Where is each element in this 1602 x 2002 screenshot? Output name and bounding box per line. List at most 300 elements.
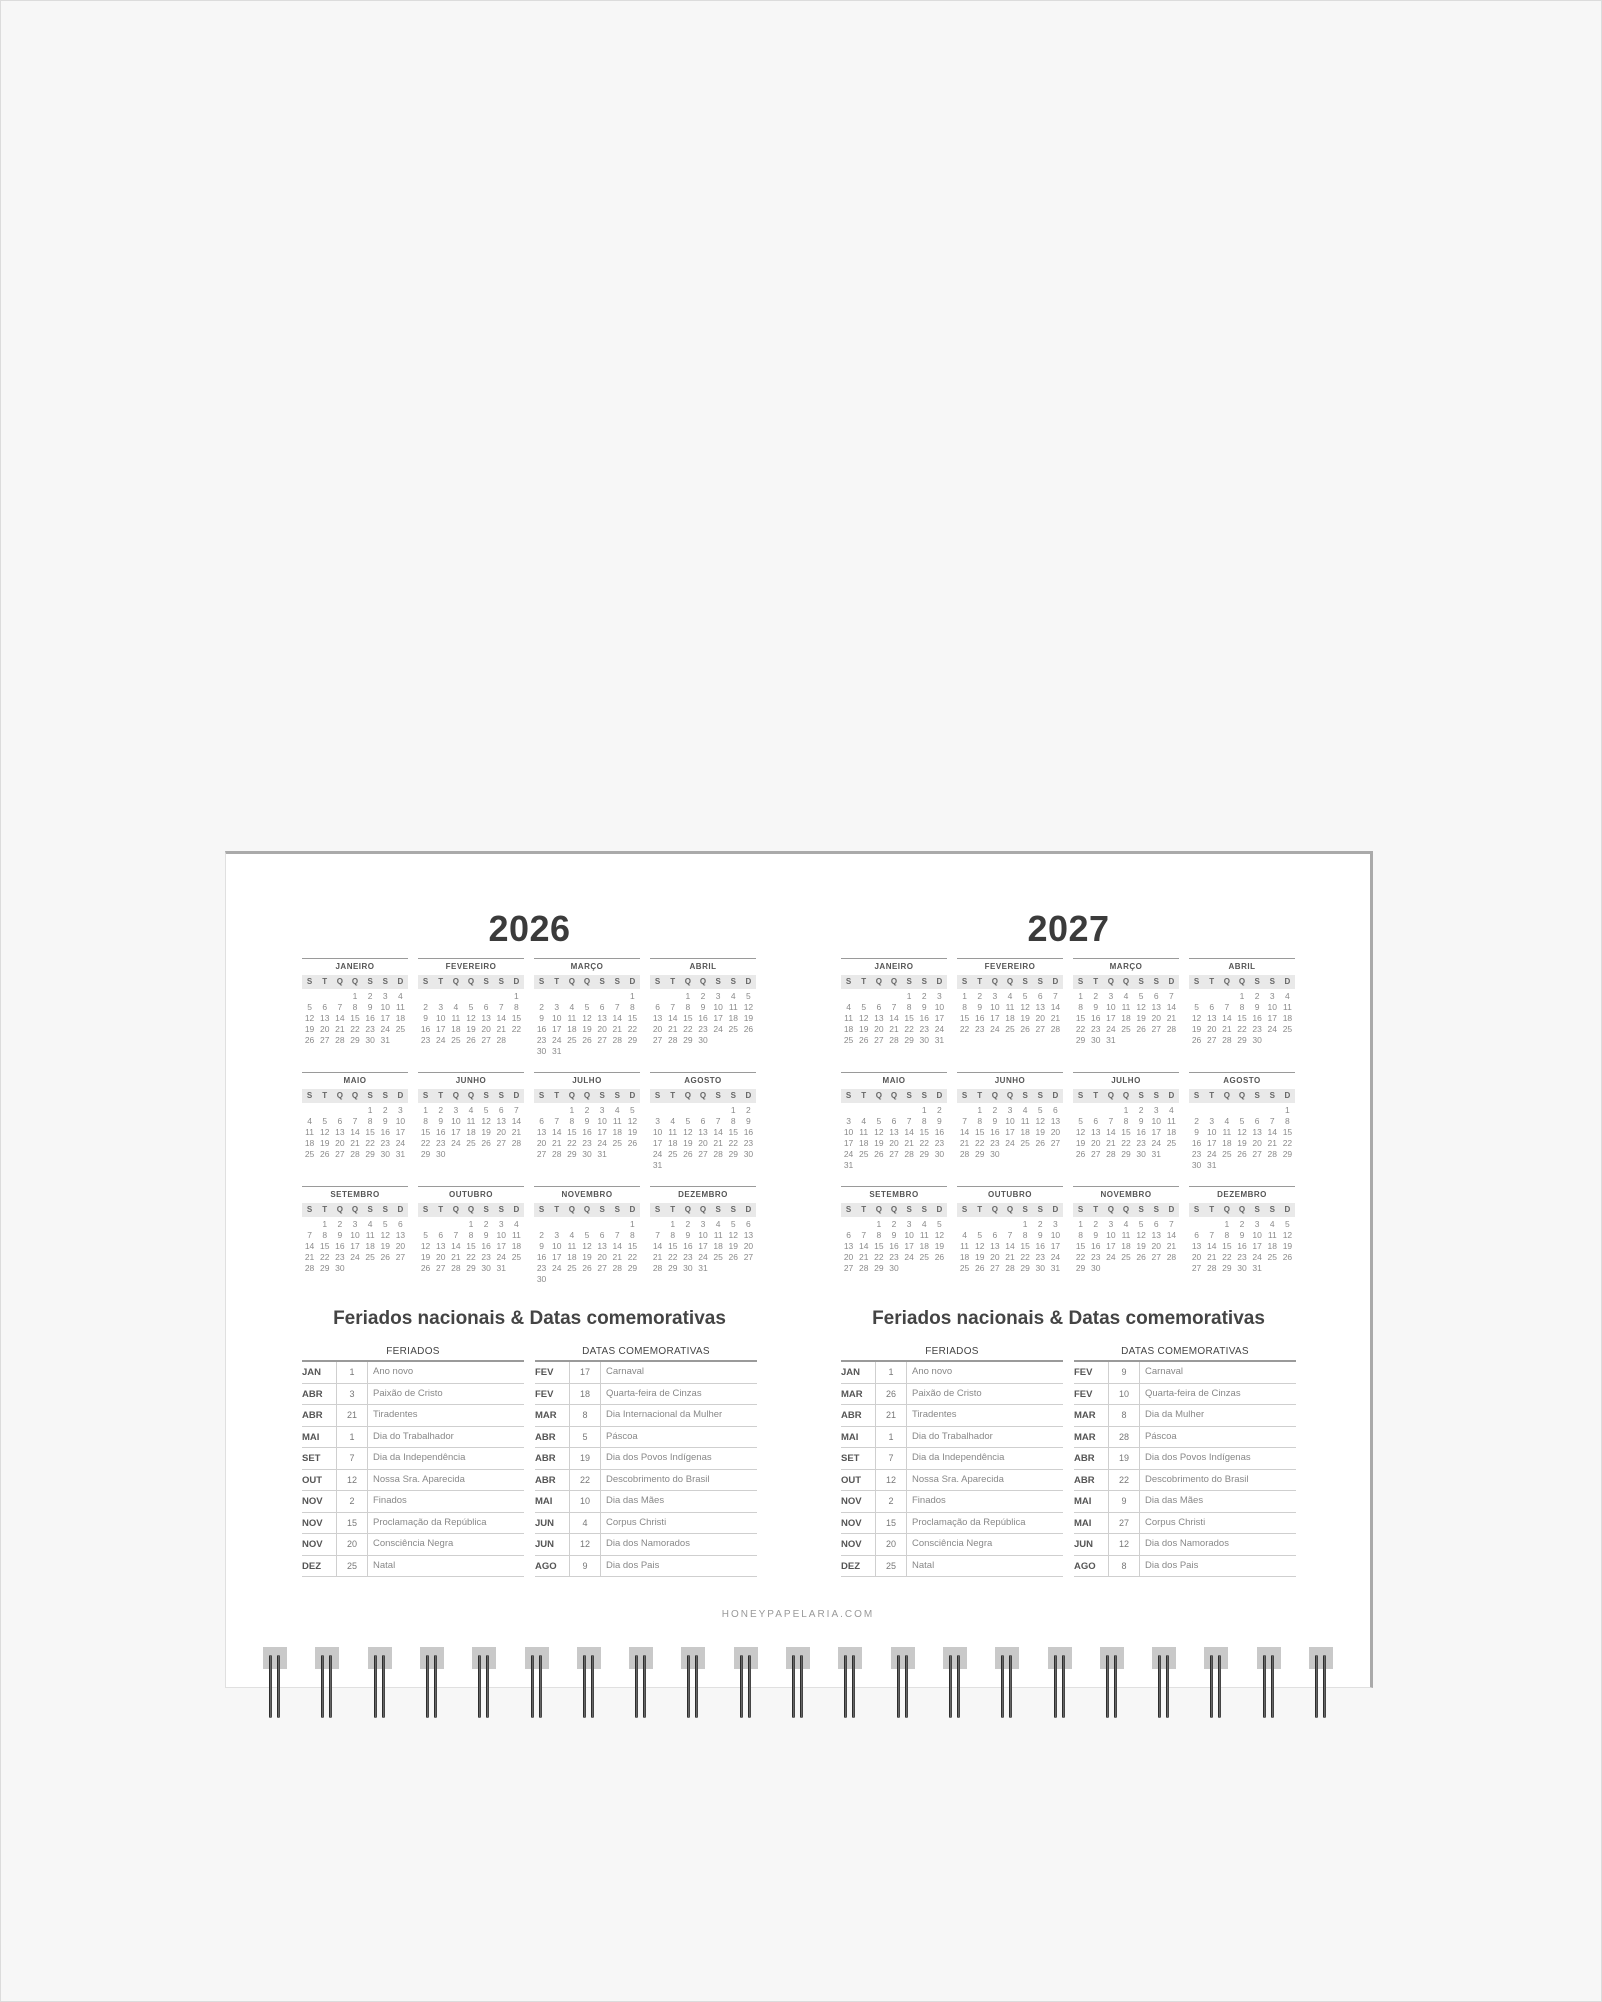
weekday-header — [841, 1089, 947, 1103]
weekday-label: T — [322, 1205, 328, 1214]
day-cell: 10 — [713, 1002, 723, 1012]
month-name: OUTUBRO — [418, 1186, 524, 1203]
day-cell: 30 — [335, 1263, 345, 1273]
day-cell: 29 — [1282, 1149, 1293, 1159]
day-cell: 13 — [1151, 1230, 1161, 1240]
day-cell: 26 — [582, 1263, 592, 1273]
day-cell: 13 — [435, 1241, 446, 1251]
day-cell: 18 — [858, 1138, 869, 1148]
day-cell: 11 — [728, 1002, 738, 1012]
day-cell: 15 — [974, 1127, 985, 1137]
day-cell: 5 — [1078, 1116, 1083, 1126]
weekday-label: Q — [875, 977, 882, 986]
day-cell: 19 — [304, 1024, 315, 1034]
empty-cell — [534, 991, 549, 1002]
weekday-label: D — [1168, 1205, 1175, 1214]
day-cell: 11 — [1222, 1127, 1232, 1137]
day-cell: 21 — [1267, 1138, 1277, 1148]
day-cell: 5 — [382, 1219, 388, 1229]
month-abbr: MAR — [1074, 1410, 1096, 1421]
day-cell: 16 — [435, 1127, 446, 1137]
day-cell: 26 — [1237, 1149, 1247, 1159]
day-cell: 15 — [1237, 1013, 1247, 1023]
day-cell: 9 — [584, 1116, 590, 1126]
table-row — [841, 1427, 1063, 1449]
day-cell: 12 — [974, 1241, 985, 1251]
month-setembro — [302, 1186, 408, 1290]
day-cell: 20 — [1206, 1024, 1217, 1034]
day-cell: 24 — [350, 1252, 360, 1262]
day-cell: 19 — [380, 1241, 390, 1251]
weekday-label: Q — [890, 977, 898, 986]
day-cell: 6 — [700, 1116, 706, 1126]
month-março — [534, 958, 640, 1062]
day-cell: 16 — [889, 1241, 899, 1251]
weekday-header — [841, 975, 947, 989]
day-cell: 19 — [683, 1138, 693, 1148]
day-cell: 26 — [1282, 1252, 1293, 1262]
day-cell: 24 — [1206, 1149, 1217, 1159]
occasion-name: Dia do Trabalhador — [373, 1430, 454, 1442]
day-cell: 7 — [1007, 1230, 1013, 1240]
day-cell: 8 — [322, 1230, 328, 1240]
day-cell: 7 — [337, 1002, 343, 1012]
day-cell: 16 — [1237, 1241, 1247, 1251]
table-row — [841, 1470, 1063, 1492]
day-cell: 13 — [743, 1230, 754, 1240]
day-cell: 23 — [1237, 1252, 1247, 1262]
empty-cell — [1189, 991, 1204, 1002]
day-cell: 21 — [1050, 1013, 1061, 1023]
weekday-label: D — [745, 1091, 752, 1100]
day-cell: 13 — [481, 1013, 491, 1023]
weekday-label: S — [654, 977, 661, 986]
day-cell: 4 — [1269, 1219, 1275, 1229]
day-cell: 9 — [483, 1230, 489, 1240]
days-grid — [650, 1105, 756, 1171]
day-cell: 3 — [715, 991, 721, 1001]
day-cell: 11 — [1121, 1230, 1131, 1240]
weekday-label: Q — [875, 1091, 882, 1100]
day-cell: 18 — [843, 1024, 854, 1034]
day-cell: 15 — [319, 1241, 330, 1251]
day-cell: 5 — [861, 1002, 867, 1012]
weekday-label: T — [977, 977, 983, 986]
day-cell: 14 — [959, 1127, 970, 1137]
weekday-label: Q — [1122, 977, 1130, 986]
day-cell: 25 — [395, 1024, 406, 1034]
day-number: 3 — [336, 1384, 368, 1405]
weekday-label: D — [936, 1205, 943, 1214]
day-cell: 16 — [1136, 1127, 1146, 1137]
day-cell: 26 — [1191, 1035, 1202, 1045]
weekday-label: Q — [568, 977, 575, 986]
day-cell: 31 — [380, 1035, 390, 1045]
empty-cell — [302, 1219, 317, 1230]
month-abbr: JAN — [302, 1367, 322, 1378]
occasion-name: Finados — [373, 1495, 407, 1506]
day-cell: 1 — [514, 991, 519, 1001]
day-number: 22 — [569, 1470, 601, 1491]
day-cell: 20 — [481, 1024, 491, 1034]
feriados-table — [841, 1344, 1063, 1577]
occasion-name: Dia das Mães — [1145, 1495, 1204, 1506]
weekday-label: S — [961, 1091, 968, 1100]
empty-cell — [494, 991, 509, 1002]
day-number: 10 — [1108, 1384, 1140, 1405]
day-cell: 11 — [1267, 1230, 1277, 1240]
month-name: JULHO — [534, 1072, 640, 1089]
weekday-label: Q — [351, 977, 359, 986]
weekday-label: T — [1209, 1205, 1215, 1214]
month-name: JUNHO — [957, 1072, 1063, 1089]
day-cell: 6 — [398, 1219, 403, 1229]
weekday-label: T — [977, 1205, 983, 1214]
day-cell: 1 — [1224, 1219, 1230, 1229]
days-grid — [302, 1105, 408, 1160]
day-cell: 19 — [1136, 1241, 1146, 1251]
day-cell: 5 — [1138, 1219, 1144, 1229]
day-cell: 8 — [1022, 1230, 1028, 1240]
empty-cell — [549, 1219, 564, 1230]
day-cell: 4 — [453, 1002, 459, 1012]
day-cell: 9 — [539, 1241, 544, 1251]
occasion-name: Paixão de Cristo — [373, 1387, 443, 1399]
day-cell: 21 — [511, 1127, 522, 1137]
day-cell: 28 — [612, 1263, 622, 1273]
weekday-label: Q — [1006, 977, 1014, 986]
days-grid — [650, 991, 756, 1046]
day-number: 5 — [569, 1427, 601, 1448]
day-cell: 31 — [597, 1149, 607, 1159]
months-grid — [302, 958, 757, 1290]
day-number: 21 — [336, 1405, 368, 1426]
day-number: 26 — [875, 1384, 907, 1405]
day-cell: 4 — [514, 1219, 519, 1229]
day-cell: 17 — [1151, 1127, 1161, 1137]
weekday-label: D — [1284, 1091, 1291, 1100]
day-cell: 29 — [904, 1035, 914, 1045]
day-number: 12 — [336, 1470, 368, 1491]
empty-cell — [448, 991, 463, 1002]
day-cell: 4 — [1224, 1116, 1230, 1126]
weekday-label: S — [1269, 977, 1275, 986]
weekday-label: Q — [1107, 977, 1114, 986]
day-number: 12 — [569, 1534, 601, 1555]
day-cell: 20 — [1252, 1138, 1262, 1148]
day-cell: 30 — [1237, 1263, 1247, 1273]
day-cell: 12 — [582, 1241, 592, 1251]
website-footer: HONEYPAPELARIA.COM — [721, 1609, 875, 1620]
day-number: 8 — [1108, 1405, 1140, 1426]
day-cell: 1 — [685, 991, 691, 1001]
day-cell: 2 — [539, 1002, 544, 1012]
day-cell: 21 — [1166, 1013, 1177, 1023]
day-cell: 13 — [335, 1127, 345, 1137]
month-abbr: NOV — [302, 1496, 323, 1507]
weekday-header — [650, 1203, 756, 1217]
day-cell: 28 — [1267, 1149, 1277, 1159]
day-cell: 16 — [536, 1252, 547, 1262]
day-cell: 25 — [1020, 1138, 1030, 1148]
day-cell: 26 — [481, 1138, 491, 1148]
day-cell: 8 — [468, 1230, 474, 1240]
day-cell: 30 — [1252, 1035, 1262, 1045]
empty-cell — [595, 1219, 610, 1230]
day-cell: 22 — [1222, 1252, 1232, 1262]
day-cell: 17 — [1106, 1241, 1116, 1251]
weekday-label: S — [382, 1205, 388, 1214]
day-cell: 16 — [582, 1127, 592, 1137]
occasion-name: Dia dos Namorados — [1145, 1538, 1229, 1549]
day-cell: 7 — [861, 1230, 867, 1240]
table-row — [302, 1470, 524, 1492]
day-cell: 2 — [700, 991, 706, 1001]
weekday-label: T — [554, 1205, 560, 1214]
day-cell: 24 — [451, 1138, 461, 1148]
day-cell: 22 — [874, 1252, 884, 1262]
day-cell: 17 — [380, 1013, 390, 1023]
weekday-label: S — [1193, 1091, 1200, 1100]
days-grid — [1073, 1219, 1179, 1274]
day-cell: 11 — [960, 1241, 969, 1251]
days-grid — [534, 1105, 640, 1160]
day-cell: 17 — [551, 1024, 562, 1034]
day-number: 27 — [1108, 1513, 1140, 1534]
day-cell: 15 — [667, 1241, 678, 1251]
month-name: DEZEMBRO — [650, 1186, 756, 1203]
day-cell: 28 — [889, 1035, 899, 1045]
weekday-label: D — [1052, 1205, 1059, 1214]
day-cell: 5 — [1022, 991, 1028, 1001]
day-cell: 10 — [1267, 1002, 1277, 1012]
day-cell: 7 — [453, 1230, 459, 1240]
weekday-header — [534, 1089, 640, 1103]
day-cell: 17 — [1106, 1013, 1116, 1023]
table-row — [1074, 1556, 1296, 1578]
weekday-header — [650, 975, 756, 989]
day-cell: 9 — [1093, 1230, 1099, 1240]
day-cell: 10 — [843, 1127, 854, 1137]
day-cell: 1 — [1239, 991, 1245, 1001]
day-cell: 2 — [337, 1219, 343, 1229]
day-cell: 8 — [670, 1230, 676, 1240]
weekday-header — [650, 1089, 756, 1103]
day-cell: 11 — [396, 1002, 405, 1012]
day-cell: 31 — [395, 1149, 406, 1159]
weekday-label: S — [1077, 977, 1084, 986]
day-cell: 29 — [567, 1149, 577, 1159]
day-cell: 30 — [1035, 1263, 1045, 1273]
day-cell: 24 — [551, 1035, 562, 1045]
month-abbr: FEV — [535, 1388, 554, 1400]
empty-cell — [1189, 1219, 1204, 1230]
weekday-label: S — [382, 1091, 388, 1100]
weekday-label: Q — [684, 1205, 691, 1214]
month-abbr: ABR — [1074, 1453, 1095, 1464]
month-abbr: FEV — [535, 1367, 554, 1378]
day-cell: 16 — [990, 1127, 1000, 1137]
day-cell: 21 — [335, 1024, 345, 1034]
day-cell: 2 — [746, 1105, 751, 1115]
day-cell: 30 — [990, 1149, 1000, 1159]
day-cell: 27 — [435, 1263, 446, 1273]
day-number: 15 — [875, 1513, 907, 1534]
day-cell: 30 — [919, 1035, 929, 1045]
day-cell: 29 — [1222, 1263, 1232, 1273]
day-cell: 1 — [977, 1105, 983, 1115]
day-cell: 10 — [597, 1116, 607, 1126]
days-grid — [957, 991, 1063, 1035]
day-cell: 15 — [1075, 1241, 1086, 1251]
day-cell: 29 — [466, 1263, 476, 1273]
empty-cell — [579, 1219, 594, 1230]
day-number: 21 — [875, 1405, 907, 1426]
weekday-header — [957, 1203, 1063, 1217]
weekday-label: T — [322, 977, 328, 986]
month-abbr: ABR — [535, 1431, 556, 1443]
day-cell: 26 — [1136, 1252, 1146, 1262]
occasion-name: Ano novo — [912, 1366, 953, 1377]
day-cell: 18 — [451, 1024, 461, 1034]
weekday-label: S — [654, 1091, 661, 1100]
day-cell: 2 — [1254, 991, 1260, 1001]
day-cell: 7 — [352, 1116, 358, 1126]
day-cell: 31 — [496, 1263, 506, 1273]
day-cell: 10 — [1106, 1002, 1116, 1012]
day-cell: 1 — [1078, 1219, 1083, 1229]
day-cell: 4 — [730, 991, 736, 1001]
weekday-label: T — [861, 1091, 867, 1100]
day-cell: 3 — [554, 1230, 560, 1240]
day-cell: 6 — [498, 1105, 504, 1115]
day-cell: 25 — [843, 1035, 854, 1045]
day-cell: 11 — [859, 1127, 869, 1137]
day-cell: 19 — [627, 1127, 638, 1137]
day-cell: 27 — [1050, 1138, 1061, 1148]
day-cell: 24 — [990, 1024, 1000, 1034]
day-cell: 28 — [1106, 1149, 1116, 1159]
day-cell: 5 — [876, 1116, 882, 1126]
day-number: 9 — [1108, 1362, 1140, 1383]
weekday-label: D — [1168, 1091, 1175, 1100]
day-number: 1 — [875, 1427, 907, 1448]
day-cell: 14 — [511, 1116, 522, 1126]
day-cell: 27 — [743, 1252, 754, 1262]
day-cell: 21 — [1106, 1138, 1116, 1148]
day-cell: 7 — [614, 1230, 620, 1240]
month-name: FEVEREIRO — [957, 958, 1063, 975]
month-abbr: MAR — [535, 1410, 557, 1421]
weekday-label: S — [599, 1205, 605, 1214]
table-row — [302, 1513, 524, 1535]
occasion-name: Paixão de Cristo — [912, 1387, 982, 1399]
weekday-label: Q — [452, 1205, 459, 1214]
day-cell: 23 — [919, 1024, 929, 1034]
table-row — [841, 1556, 1063, 1578]
month-agosto — [1189, 1072, 1295, 1176]
table-row — [535, 1513, 757, 1535]
weekday-label: Q — [583, 1091, 591, 1100]
day-cell: 23 — [889, 1252, 899, 1262]
day-cell: 17 — [551, 1252, 562, 1262]
day-cell: 27 — [481, 1035, 491, 1045]
day-cell: 15 — [1222, 1241, 1232, 1251]
day-number: 9 — [1108, 1491, 1140, 1512]
day-cell: 9 — [891, 1230, 897, 1240]
day-cell: 23 — [1191, 1149, 1202, 1159]
day-cell: 26 — [683, 1149, 693, 1159]
weekday-label: Q — [699, 977, 707, 986]
weekday-label: Q — [1107, 1091, 1114, 1100]
day-cell: 20 — [1151, 1241, 1161, 1251]
weekday-label: D — [745, 977, 752, 986]
month-abbr: DEZ — [302, 1560, 321, 1572]
weekday-label: T — [1093, 1205, 1099, 1214]
day-cell: 24 — [395, 1138, 406, 1148]
day-cell: 4 — [569, 1230, 575, 1240]
weekday-label: S — [1022, 1091, 1028, 1100]
day-cell: 21 — [496, 1024, 506, 1034]
day-cell: 13 — [1035, 1002, 1045, 1012]
day-cell: 18 — [466, 1127, 476, 1137]
day-cell: 15 — [627, 1013, 638, 1023]
day-cell: 1 — [1022, 1219, 1028, 1229]
table-row — [841, 1362, 1063, 1384]
occasion-name: Dia da Mulher — [1145, 1409, 1205, 1420]
day-cell: 7 — [1169, 1219, 1174, 1229]
table-row — [841, 1491, 1063, 1513]
day-cell: 25 — [304, 1149, 315, 1159]
day-cell: 23 — [380, 1138, 390, 1148]
day-cell: 25 — [1121, 1252, 1131, 1262]
day-cell: 25 — [713, 1252, 723, 1262]
day-cell: 10 — [698, 1230, 708, 1240]
day-cell: 28 — [713, 1149, 723, 1159]
weekday-label: D — [936, 977, 943, 986]
day-cell: 28 — [1166, 1024, 1177, 1034]
day-cell: 22 — [959, 1024, 970, 1034]
occasion-name: Dia dos Pais — [1145, 1559, 1199, 1571]
day-cell: 8 — [1224, 1230, 1230, 1240]
table-row — [1074, 1534, 1296, 1556]
month-abril — [1189, 958, 1295, 1062]
weekday-header — [418, 1089, 524, 1103]
day-cell: 15 — [1121, 1127, 1131, 1137]
empty-cell — [841, 1105, 856, 1116]
day-cell: 23 — [1035, 1252, 1045, 1262]
day-cell: 12 — [1136, 1002, 1146, 1012]
day-cell: 13 — [1050, 1116, 1061, 1126]
day-cell: 1 — [569, 1105, 575, 1115]
empty-cell — [871, 991, 886, 1002]
day-cell: 16 — [1252, 1013, 1262, 1023]
table-row — [302, 1384, 524, 1406]
weekday-label: Q — [1122, 1091, 1130, 1100]
month-name: OUTUBRO — [957, 1186, 1063, 1203]
weekday-label: Q — [1238, 1205, 1246, 1214]
day-cell: 7 — [307, 1230, 312, 1240]
month-abbr: MAI — [841, 1431, 859, 1443]
day-cell: 12 — [858, 1013, 869, 1023]
month-julho — [1073, 1072, 1179, 1176]
weekday-label: S — [306, 1205, 313, 1214]
weekday-label: S — [498, 977, 504, 986]
days-grid — [841, 991, 947, 1046]
empty-cell — [987, 1219, 1002, 1230]
month-fevereiro — [957, 958, 1063, 1062]
day-cell: 12 — [1075, 1127, 1086, 1137]
